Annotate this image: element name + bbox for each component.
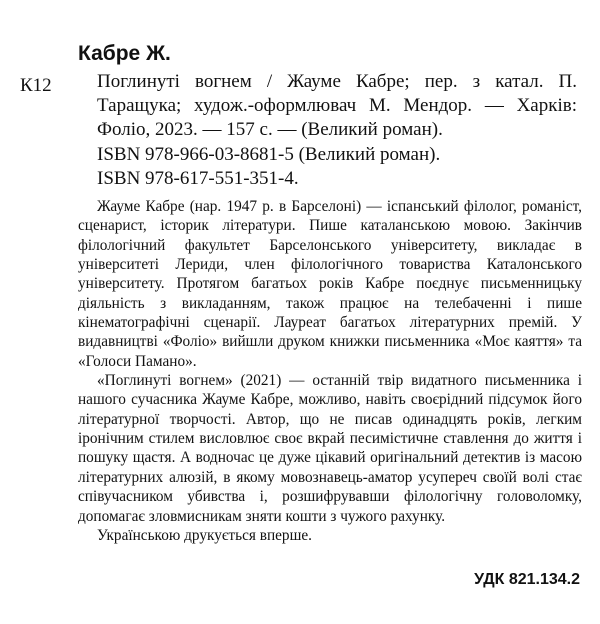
annotation-paragraph-first-edition-note: Українською друкується вперше.	[97, 526, 312, 544]
udc-code: УДК 821.134.2	[474, 571, 580, 588]
annotation-paragraph-book-summary: «Поглинуті вогнем» (2021) — останній твір видатного письменника і нашого сучасника Жауме Кабре, можливо, навіть своєрідний підсумок його літературної творчості. Автор, що не писав одинадцять років, легким іронічним стилем висловлює своє вкрай песимістичне ставлення до життя і пошуку щастя. А водночас це дуже цікавий оригінальний детектив із масою літературних алюзій, в якому мовознавець-аматор усупереч своїй волі стає співучасником убивства і, розшифрувавши філологічну головоломку, допомагає зловмисникам зняти кошти з чужого рахунку.	[78, 372, 582, 525]
isbn-secondary: ISBN 978-617-551-351-4.	[97, 168, 299, 189]
classification-code: К12	[20, 75, 52, 96]
annotation-block	[78, 197, 582, 545]
annotation-paragraph-author-bio: Жауме Кабре (нар. 1947 р. в Барселоні) — іспанський філолог, романіст, сценарист, історик літератури. Пише каталанською мовою. Закінчив філологічний факультет Барселонського університету, викладає в університеті Лериди, член філологічного товариства Каталонського університету. Протягом багатьох років Кабре поєднує письменницьку діяльність з викладанням, також працює на телебаченні і пише кінематографічні сценарії. Лауреат багатьох літературних премій. У видавництві «Фоліо» вийшли друком книжки письменника «Моє каяття» та «Голоси Памано».	[78, 198, 582, 370]
isbn-primary: ISBN 978-966-03-8681-5 (Великий роман).	[97, 144, 441, 165]
author-heading: Кабре Ж.	[78, 42, 171, 65]
bibliographic-description: Поглинуті вогнем / Жауме Кабре; пер. з катал. П. Таращука; худож.-оформлювач М. Мендор. — Харків: Фоліо, 2023. — 157 с. — (Великий роман).	[97, 71, 577, 140]
